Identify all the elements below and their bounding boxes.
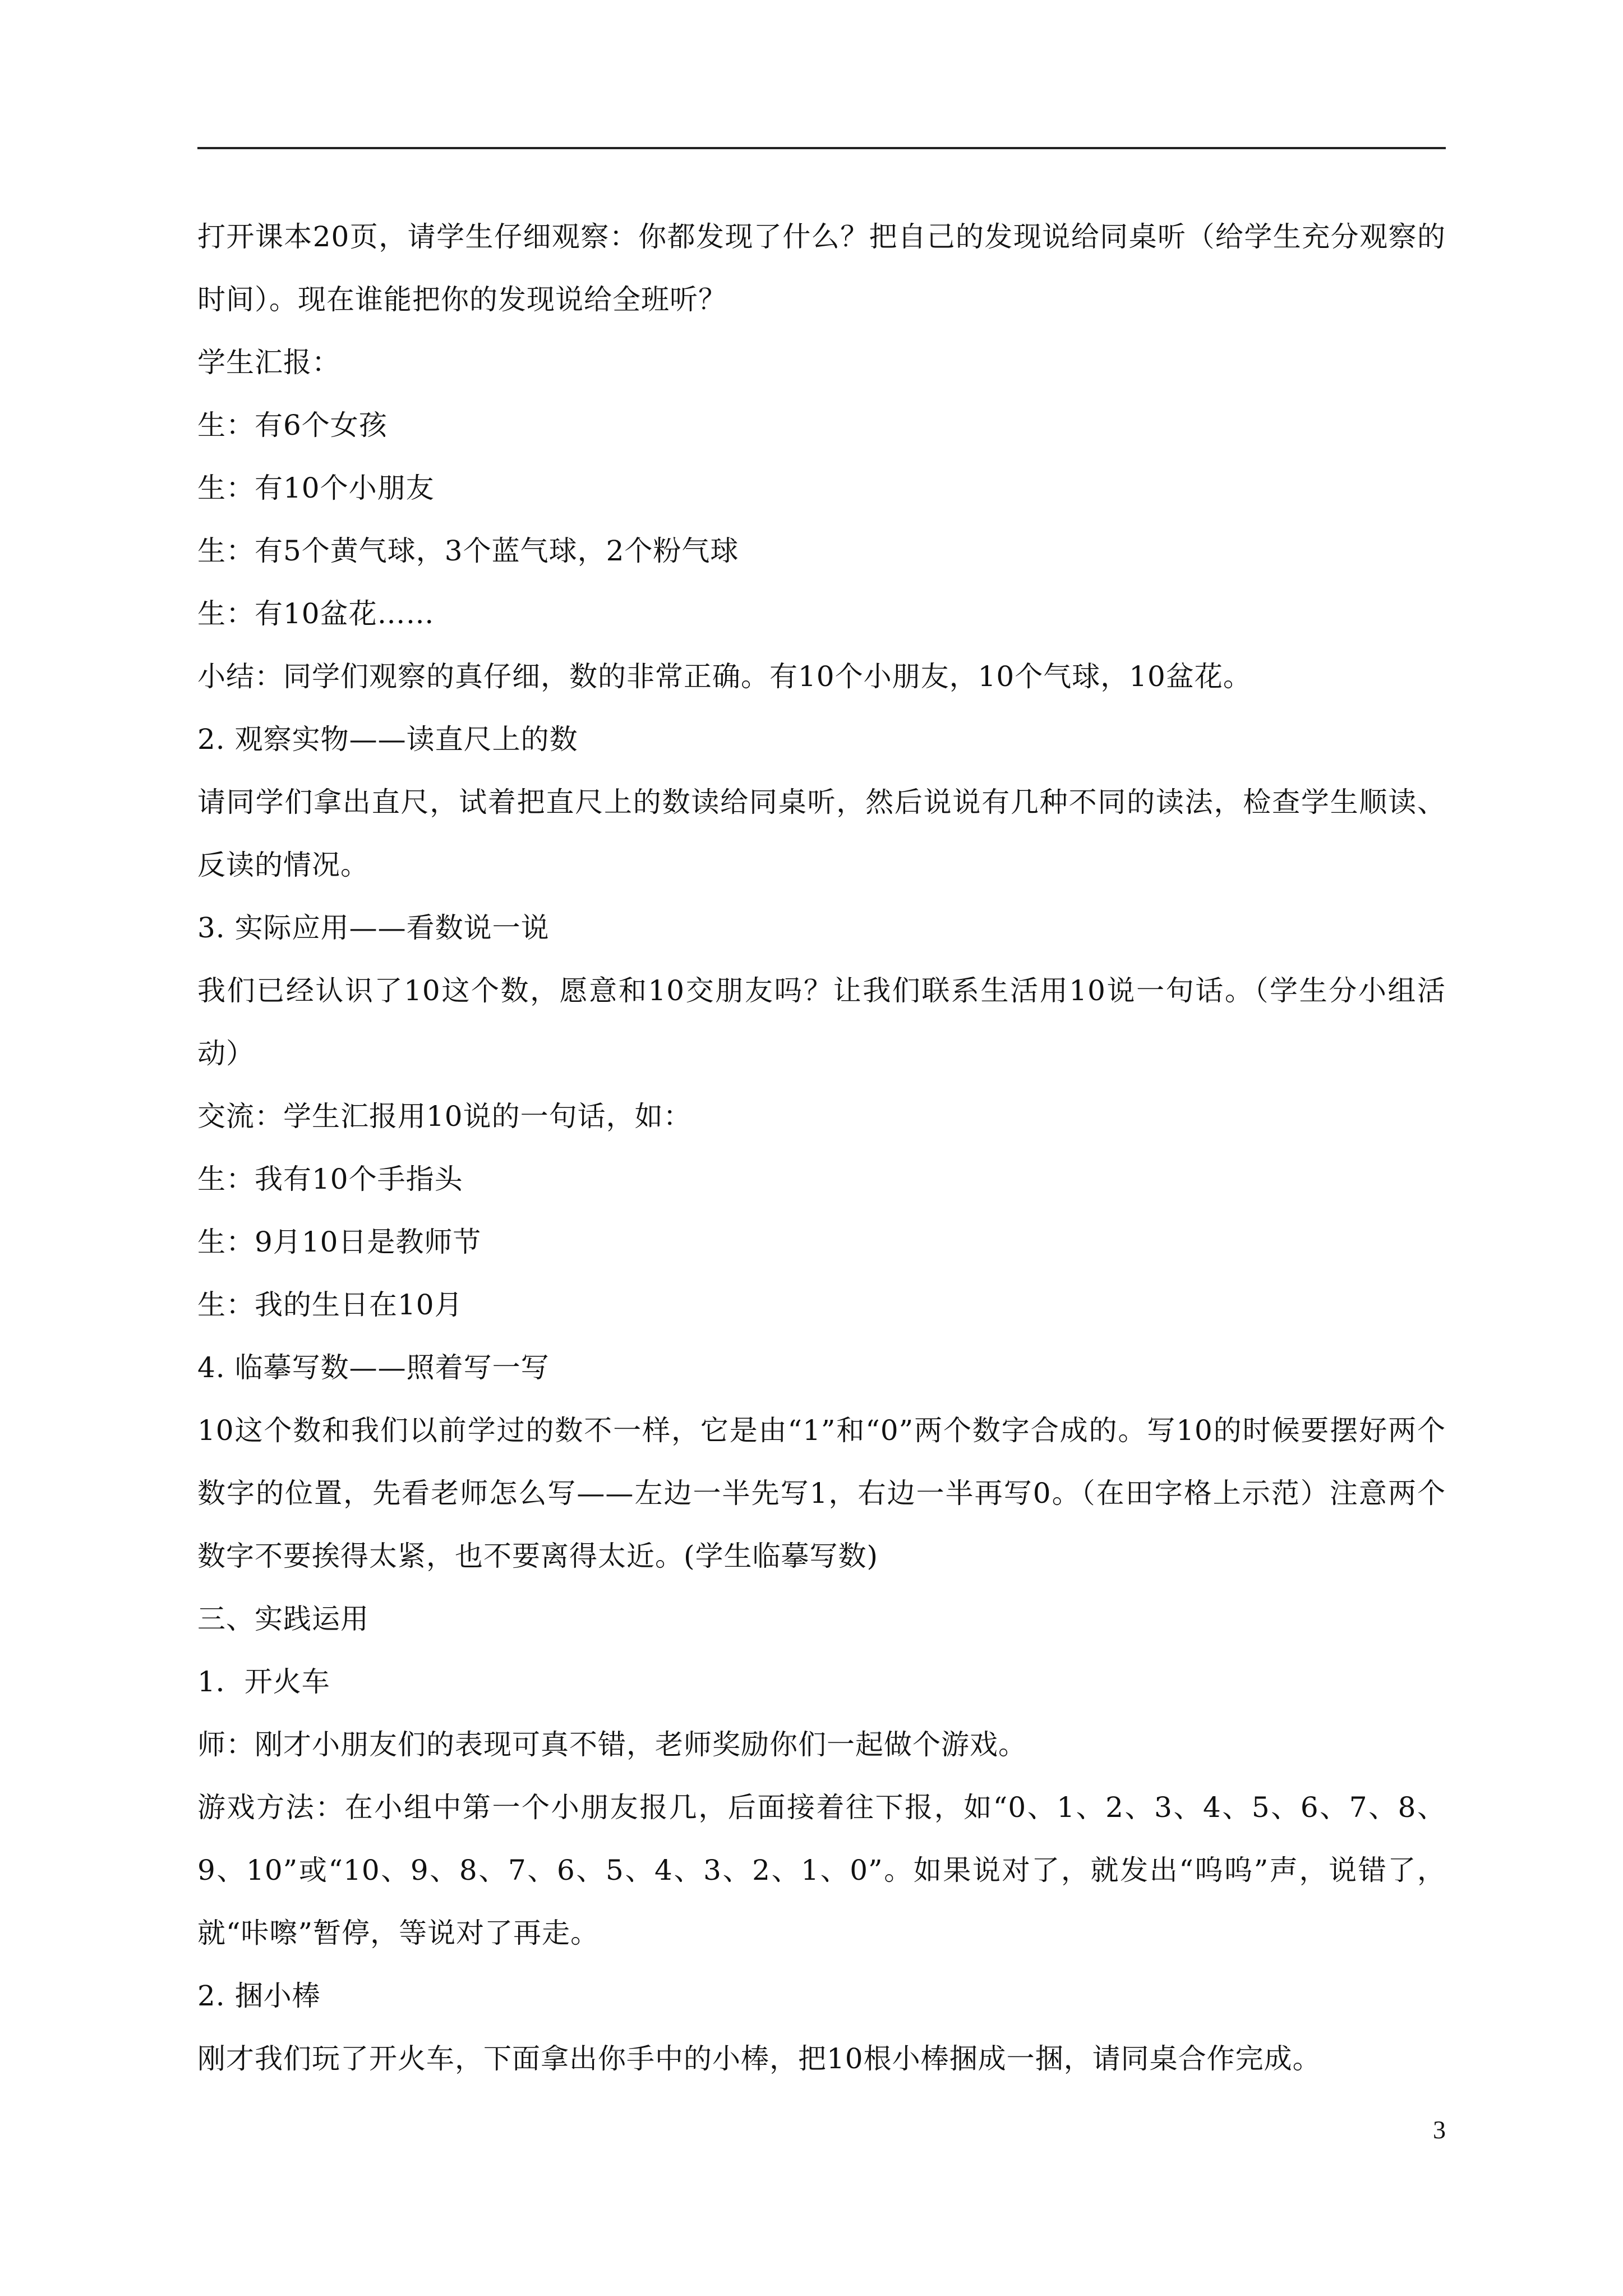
paragraph-student-girls: 生：有6个女孩 <box>197 409 388 441</box>
document-body <box>197 205 1446 2090</box>
subsection-heading-train: 1．开火车 <box>197 1665 330 1698</box>
paragraph-student-report: 学生汇报： <box>197 346 340 379</box>
paragraph-make-friends-with-10: 我们已经认识了10这个数，愿意和10交朋友吗？让我们联系生活用10说一句话。（学生分小组活动） <box>197 974 1446 1070</box>
paragraph-writing-instructions: 10这个数和我们以前学过的数不一样，它是由“1”和“0”两个数字合成的。写10的时候要摆好两个数字的位置，先看老师怎么写——左边一半先写1，右边一半再写0。（在田字格上示范）注意两个数字不要挨得太紧，也不要离得太近。(学生临摹写数) <box>197 1414 1446 1572</box>
paragraph-student-teachers-day: 生：9月10日是教师节 <box>197 1226 482 1258</box>
paragraph-student-flowers: 生：有10盆花…… <box>197 597 435 630</box>
section-heading-application: 3. 实际应用——看数说一说 <box>197 912 550 944</box>
paragraph-student-balloons: 生：有5个黄气球，3个蓝气球，2个粉气球 <box>197 535 739 567</box>
subsection-heading-sticks: 2. 捆小棒 <box>197 1980 321 2012</box>
page-number: 3 <box>1433 2115 1446 2144</box>
section-heading-practice: 三、实践运用 <box>197 1603 369 1635</box>
section-heading-writing: 4. 临摹写数——照着写一写 <box>197 1351 550 1384</box>
paragraph-summary: 小结：同学们观察的真仔细，数的非常正确。有10个小朋友，10个气球，10盆花。 <box>197 660 1252 693</box>
paragraph-ruler-reading: 请同学们拿出直尺，试着把直尺上的数读给同桌听，然后说说有几种不同的读法，检查学生顺读、反读的情况。 <box>197 786 1446 881</box>
paragraph-student-children: 生：有10个小朋友 <box>197 472 435 504</box>
paragraph-observe-textbook: 打开课本20页，请学生仔细观察：你都发现了什么？把自己的发现说给同桌听（给学生充分观察的时间）。现在谁能把你的发现说给全班听？ <box>197 220 1446 316</box>
paragraph-student-fingers: 生：我有10个手指头 <box>197 1163 463 1195</box>
paragraph-bundle-sticks: 刚才我们玩了开火车，下面拿出你手中的小棒，把10根小棒捆成一捆，请同桌合作完成。 <box>197 2042 1321 2075</box>
paragraph-teacher-game: 师：刚才小朋友们的表现可真不错，老师奖励你们一起做个游戏。 <box>197 1728 1027 1761</box>
paragraph-student-birthday: 生：我的生日在10月 <box>197 1289 463 1321</box>
paragraph-game-method: 游戏方法：在小组中第一个小朋友报几，后面接着往下报，如“0、1、2、3、4、5、6、7、8、9、10”或“10、9、8、7、6、5、4、3、2、1、0”。如果说对了，就发出“呜呜”声，说错了，就“咔嚓”暂停，等说对了再走。 <box>197 1791 1446 1949</box>
section-heading-ruler: 2. 观察实物——读直尺上的数 <box>197 723 578 756</box>
header-rule <box>197 147 1446 149</box>
paragraph-exchange: 交流：学生汇报用10说的一句话，如： <box>197 1100 692 1133</box>
